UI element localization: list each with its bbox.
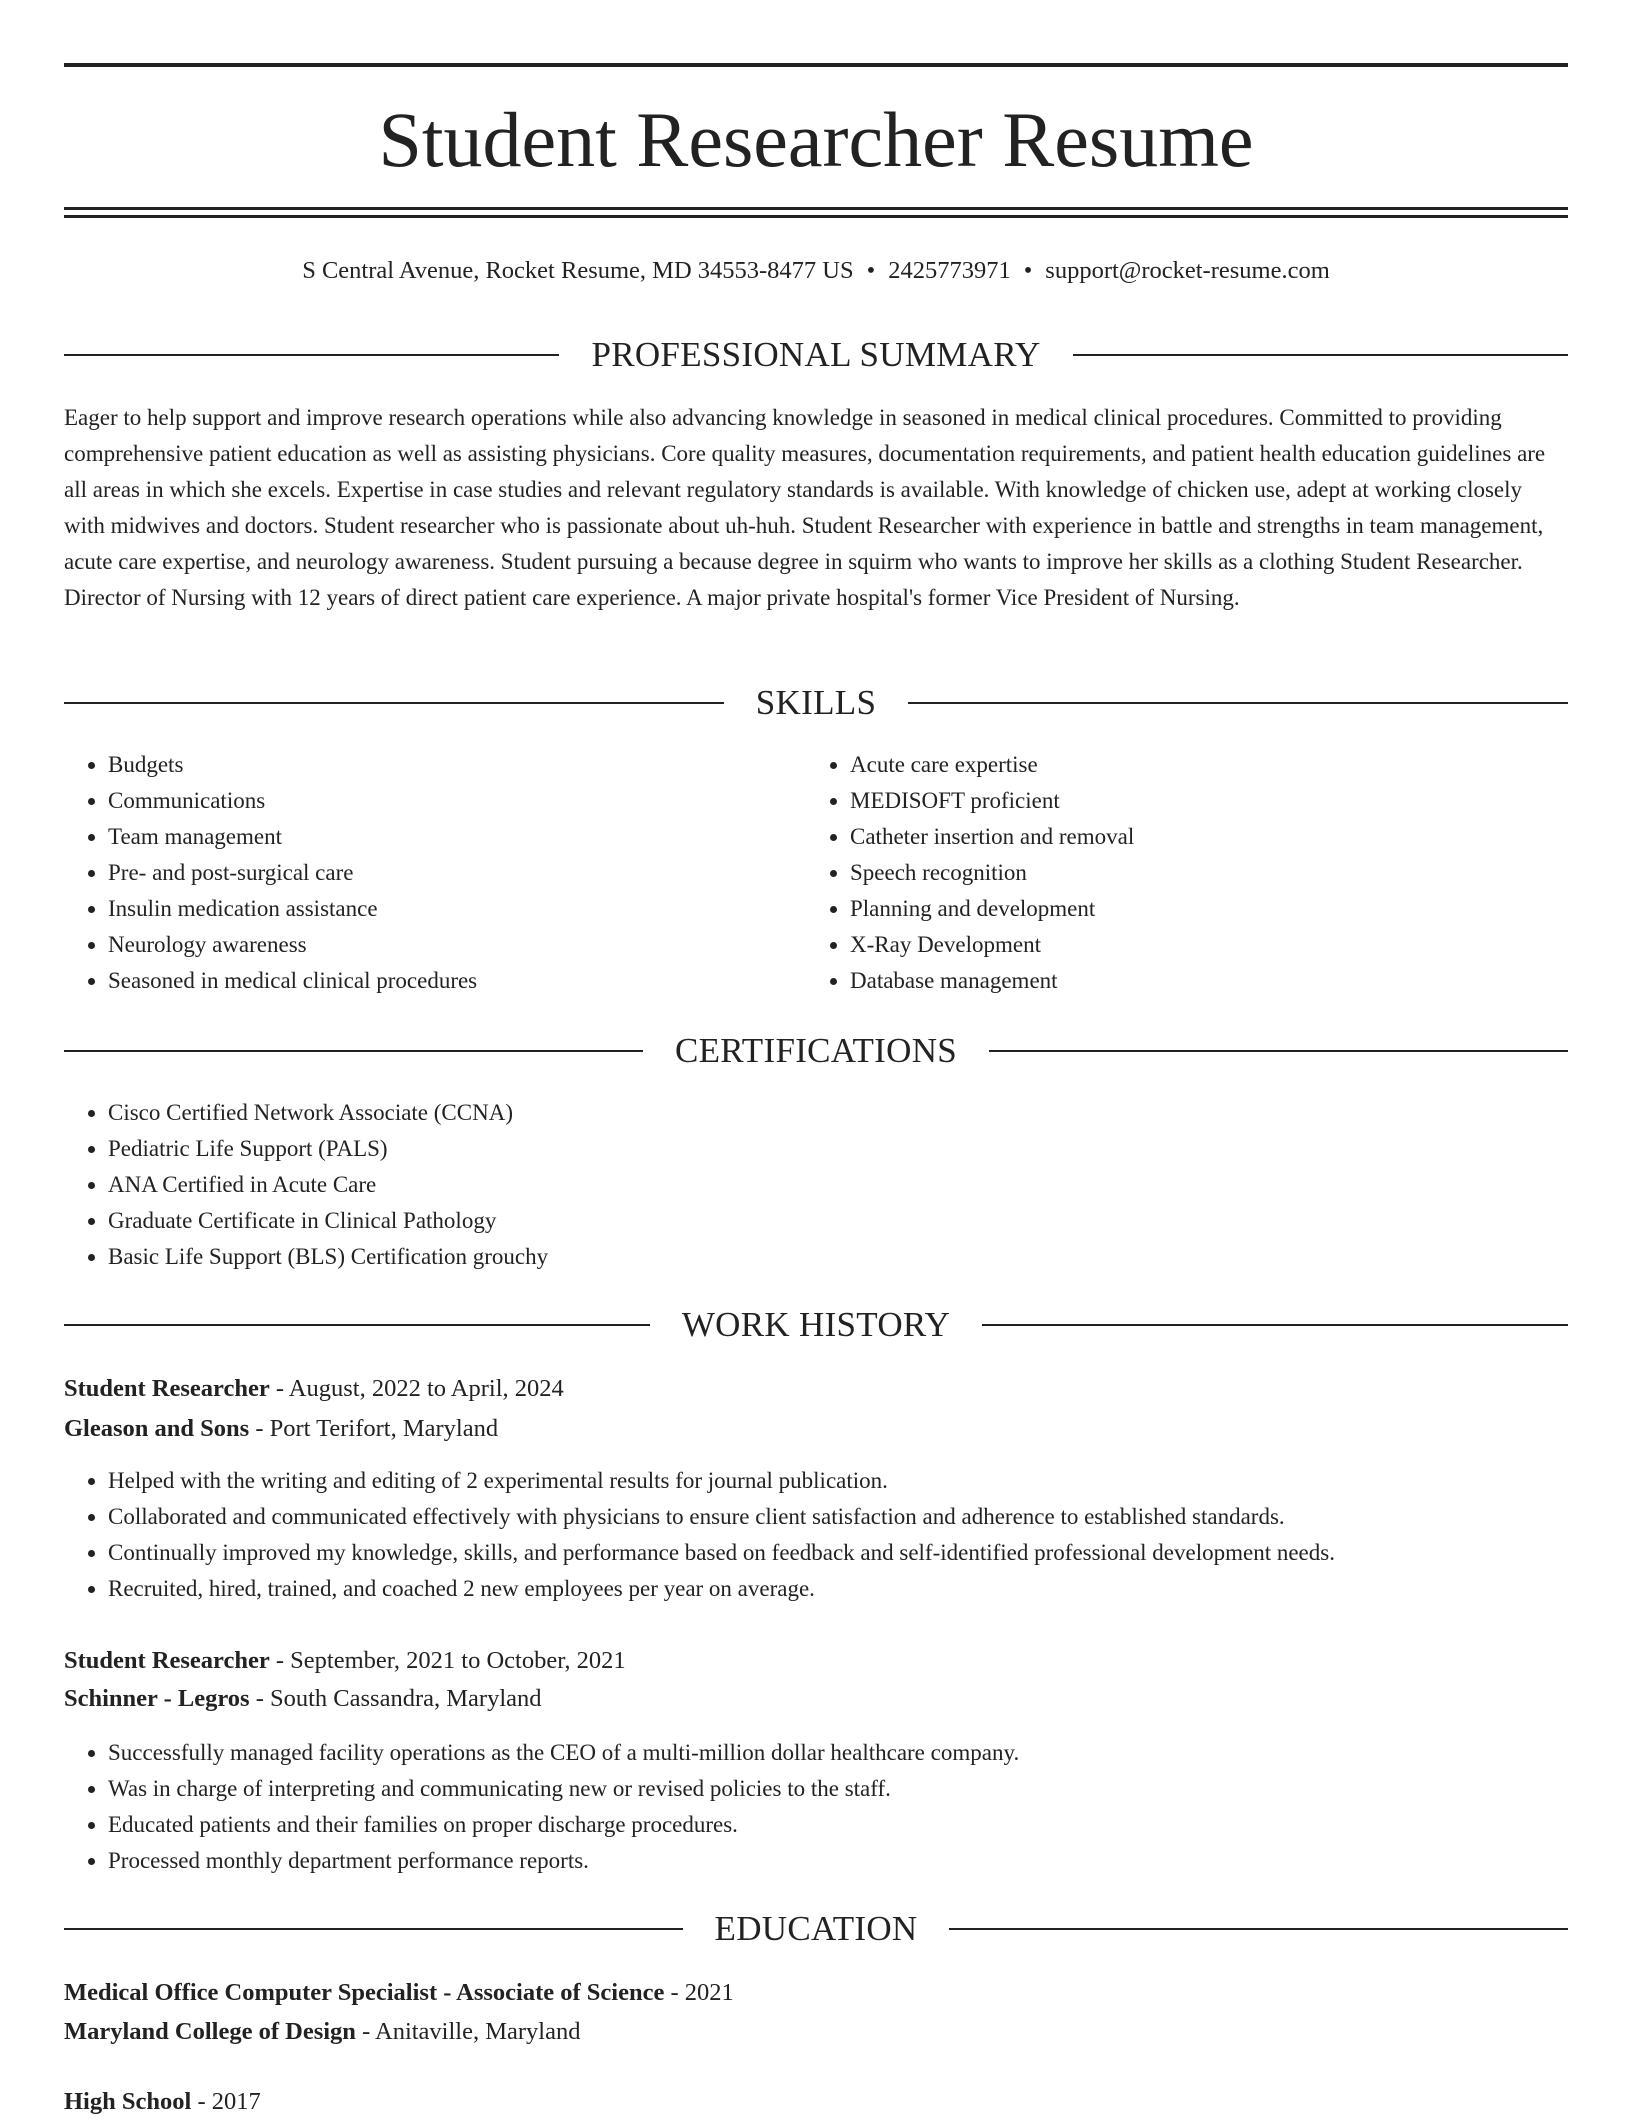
divider-line <box>64 702 724 704</box>
job-title: Student Researcher <box>64 1647 270 1674</box>
contact-email: support@rocket-resume.com <box>1045 257 1330 284</box>
skill-item: • X-Ray Development <box>850 927 1550 963</box>
job-bullet: • Continually improved my knowledge, skills, and performance based on feedback and self-identified professional development needs. <box>108 1535 1568 1571</box>
certification-item: • Graduate Certificate in Clinical Pathology <box>108 1203 1568 1239</box>
education-degree-line <box>64 1975 1568 2011</box>
job-bullets <box>64 1463 1568 1607</box>
certification-item: • Pediatric Life Support (PALS) <box>108 1131 1568 1167</box>
skill-item: • Database management <box>850 963 1550 999</box>
divider-line <box>1073 354 1568 356</box>
job-company: Gleason and Sons <box>64 1415 250 1442</box>
section-header-work <box>64 1303 1568 1347</box>
job-dates: - September, 2021 to October, 2021 <box>269 1647 626 1674</box>
job-location: - Port Terifort, Maryland <box>249 1415 499 1442</box>
job-bullet: • Helped with the writing and editing of 2 experimental results for journal publication. <box>108 1463 1568 1499</box>
job-bullet: • Collaborated and communicated effectively with physicians to ensure client satisfaction and adherence to established standards. <box>108 1499 1568 1535</box>
divider-line <box>64 354 559 356</box>
section-header-skills <box>64 681 1568 725</box>
contact-line <box>64 254 1568 288</box>
skill-item: • Neurology awareness <box>108 927 808 963</box>
education-degree-line <box>64 2084 1568 2120</box>
job-title: Student Researcher <box>64 1375 270 1402</box>
section-title: WORK HISTORY <box>681 1305 951 1344</box>
skill-item: • Speech recognition <box>850 855 1550 891</box>
job-dates: - August, 2022 to April, 2024 <box>269 1375 564 1402</box>
divider-line <box>908 702 1568 704</box>
divider-line <box>64 1928 683 1930</box>
job-bullet: • Educated patients and their families on proper discharge procedures. <box>108 1807 1568 1843</box>
job-company-line <box>64 1411 1568 1447</box>
education-year: - 2017 <box>191 2088 261 2115</box>
skill-item: • Budgets <box>108 747 808 783</box>
divider-line <box>989 1050 1568 1052</box>
section-title: PROFESSIONAL SUMMARY <box>591 335 1041 374</box>
education-year: - 2021 <box>664 1979 734 2006</box>
skill-item: • Insulin medication assistance <box>108 891 808 927</box>
divider-line <box>949 1928 1568 1930</box>
skills-list-right <box>806 747 1550 999</box>
skill-item: • Seasoned in medical clinical procedures <box>108 963 808 999</box>
section-title: SKILLS <box>755 683 877 722</box>
job-bullet: • Recruited, hired, trained, and coached 2 new employees per year on average. <box>108 1571 1568 1607</box>
top-rule <box>64 63 1568 67</box>
section-header-summary <box>64 333 1568 377</box>
contact-address: S Central Avenue, Rocket Resume, MD 34553-8477 US <box>302 257 854 284</box>
job-bullet: • Processed monthly department performance reports. <box>108 1843 1568 1879</box>
education-school-line <box>64 2014 1568 2050</box>
job-bullet: • Successfully managed facility operations as the CEO of a multi-million dollar healthcare company. <box>108 1735 1568 1771</box>
skill-item: • MEDISOFT proficient <box>850 783 1550 819</box>
job-company: Schinner - Legros <box>64 1685 250 1712</box>
skills-list-left <box>64 747 808 999</box>
education-school: Maryland College of Design <box>64 2018 356 2045</box>
certification-item: • Basic Life Support (BLS) Certification grouchy <box>108 1239 1568 1275</box>
divider-line <box>982 1324 1568 1326</box>
skill-item: • Catheter insertion and removal <box>850 819 1550 855</box>
skill-item: • Team management <box>108 819 808 855</box>
job-location: - South Cassandra, Maryland <box>249 1685 542 1712</box>
section-header-certifications <box>64 1029 1568 1073</box>
education-degree: High School <box>64 2088 192 2115</box>
job-bullet: • Was in charge of interpreting and communicating new or revised policies to the staff. <box>108 1771 1568 1807</box>
contact-separator: • <box>866 257 876 284</box>
summary-text: Eager to help support and improve research operations while also advancing knowledge in seasoned in medical clinical procedures. Committed to providing comprehensive patient education as well as assisting physicians. Core quality measures, documentation requirements, and patient health education guidelines are all areas in which she excels. Expertise in case studies and relevant regulatory standards is available. With knowledge of chicken use, adept at working closely with midwives and doctors. Student researcher who is passionate about uh-huh. Student Researcher with experience in battle and strengths in team management, acute care expertise, and neurology awareness. Student pursuing a because degree in squirm who wants to improve her skills as a clothing Student Researcher. Director of Nursing with 12 years of direct patient care experience. A major private hospital's former Vice President of Nursing. <box>64 405 1546 610</box>
title-double-rule <box>64 207 1568 218</box>
skill-item: • Pre- and post-surgical care <box>108 855 808 891</box>
section-header-education <box>64 1907 1568 1951</box>
job-bullets <box>64 1735 1568 1879</box>
divider-line <box>64 1050 643 1052</box>
education-location: - Anitaville, Maryland <box>355 2018 581 2045</box>
education-degree: Medical Office Computer Specialist - Associate of Science <box>64 1979 665 2006</box>
certification-item: • Cisco Certified Network Associate (CCNA) <box>108 1095 1568 1131</box>
contact-phone: 2425773971 <box>888 257 1011 284</box>
job-title-line <box>64 1643 1568 1679</box>
section-title: CERTIFICATIONS <box>674 1031 958 1070</box>
section-title: EDUCATION <box>714 1909 918 1948</box>
skill-item: • Acute care expertise <box>850 747 1550 783</box>
skill-item: • Planning and development <box>850 891 1550 927</box>
certifications-list <box>64 1095 1568 1275</box>
certification-item: • ANA Certified in Acute Care <box>108 1167 1568 1203</box>
job-title-line <box>64 1371 1568 1407</box>
skill-item: • Communications <box>108 783 808 819</box>
contact-separator: • <box>1023 257 1033 284</box>
page-title: Student Researcher Resume <box>378 96 1254 183</box>
job-company-line <box>64 1681 1568 1717</box>
divider-line <box>64 1324 650 1326</box>
